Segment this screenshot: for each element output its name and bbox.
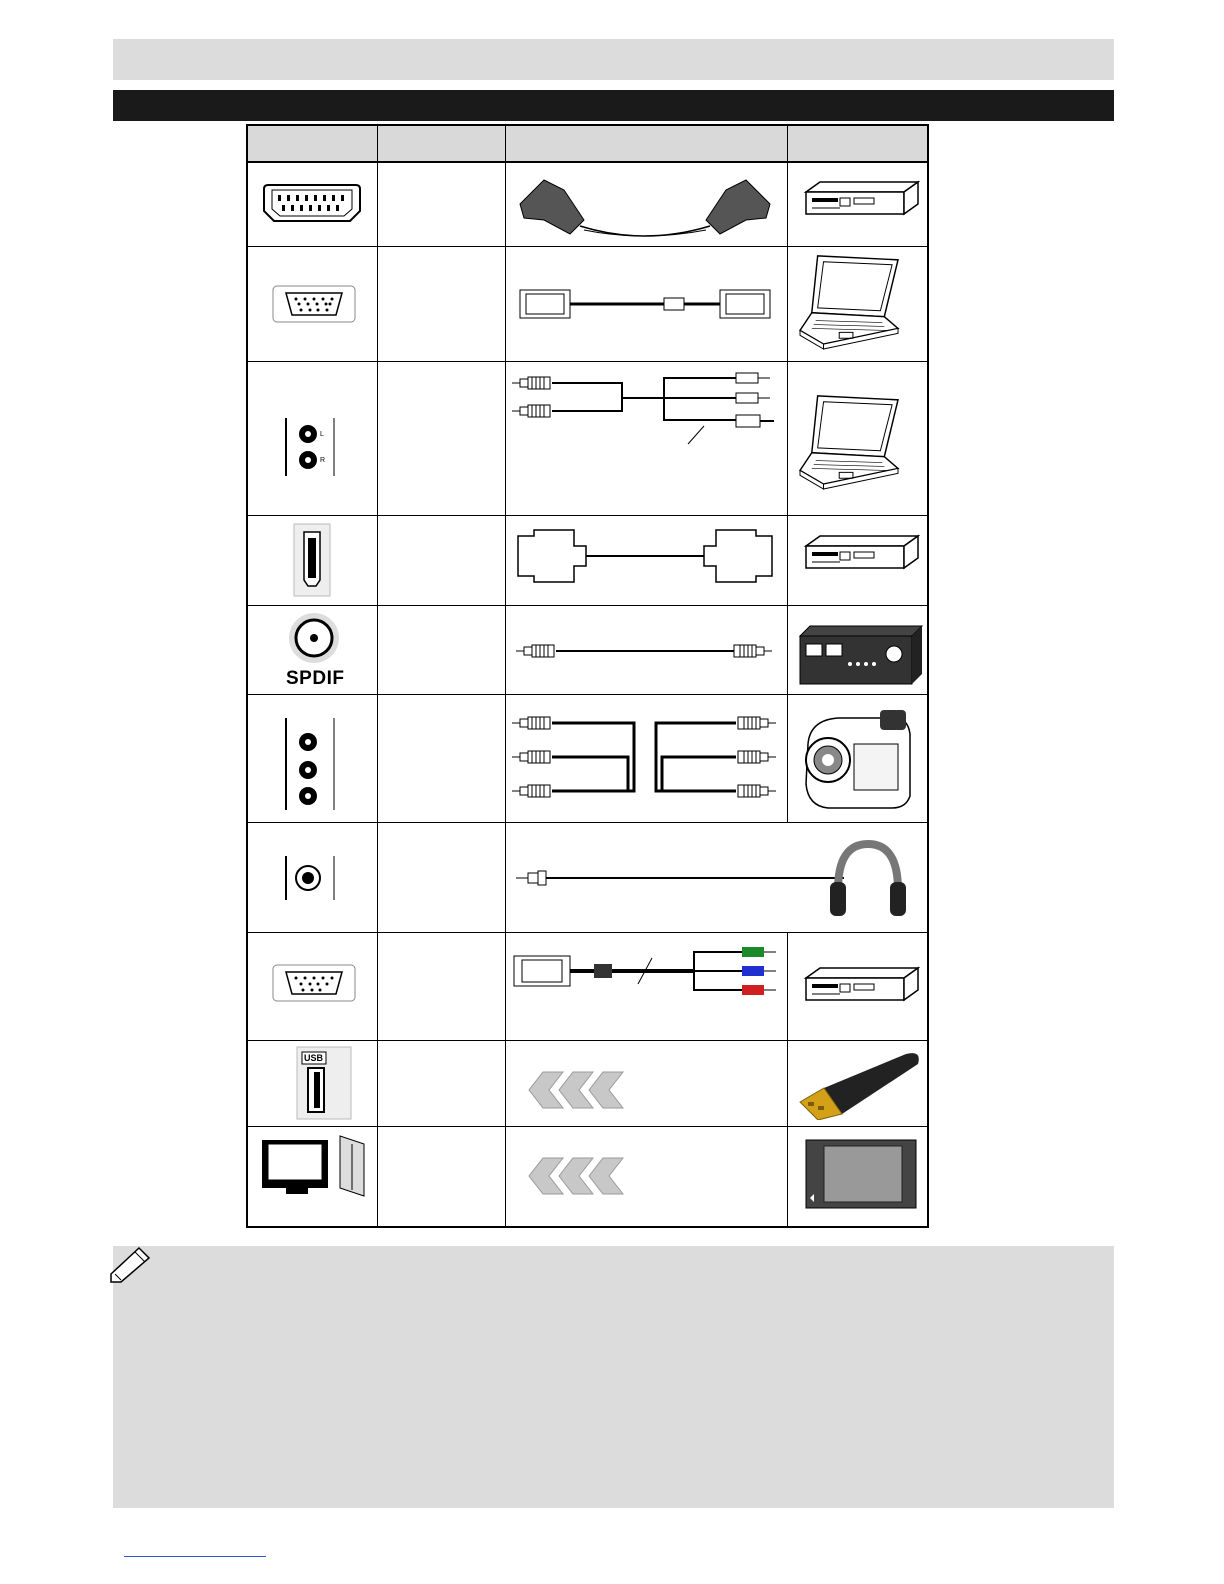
rca-to-minijack-cable-icon (510, 370, 780, 450)
dvd-recorder-icon (800, 180, 920, 220)
table-header-row (248, 126, 927, 163)
dvd-recorder-icon (800, 534, 920, 574)
insert-arrows-icon (514, 1070, 634, 1110)
svg-text:R: R (320, 457, 326, 464)
note-box (113, 1246, 1114, 1508)
scart-cable-icon (514, 170, 776, 240)
vga-to-component-cable-icon (510, 940, 780, 1002)
laptop-icon (796, 392, 904, 490)
headphone-cable-icon (514, 866, 844, 890)
vga-socket-icon (272, 285, 356, 323)
column-divider (787, 126, 788, 822)
spdif-port-label: SPDIF (286, 668, 345, 689)
av-rca-cable-icon (510, 712, 780, 810)
ci-slot-icon (260, 1134, 370, 1198)
dvd-recorder-icon (800, 966, 920, 1006)
usb-stick-icon (794, 1048, 924, 1120)
ypbpr-vga-socket-icon (272, 964, 356, 1002)
hdmi-cable-icon (514, 526, 776, 586)
spdif-socket-icon (288, 612, 340, 664)
av-side-socket-icon (284, 716, 342, 812)
footer-link-underline[interactable] (124, 1556, 266, 1557)
svg-text:USB: USB (304, 1053, 324, 1063)
hdmi-socket-icon (292, 522, 332, 598)
column-divider (787, 932, 788, 1226)
coaxial-rca-cable-icon (514, 636, 776, 666)
pc-audio-socket-icon (284, 416, 342, 478)
headphones-icon (826, 838, 910, 922)
headphone-socket-icon (284, 852, 342, 904)
svg-text:L: L (320, 431, 324, 438)
laptop-icon (796, 252, 904, 350)
connection-table (246, 124, 929, 1228)
usb-socket-icon (296, 1046, 352, 1120)
scart-socket-icon (262, 181, 362, 225)
page-header-band (113, 39, 1114, 80)
section-title-bar (113, 90, 1114, 121)
cam-module-icon (804, 1138, 918, 1210)
insert-arrows-icon (514, 1156, 634, 1196)
vga-cable-icon (514, 286, 776, 322)
column-divider (377, 126, 378, 1226)
column-divider (505, 126, 506, 1226)
audio-amplifier-icon (796, 624, 924, 686)
camcorder-icon (798, 704, 914, 810)
pencil-note-icon (109, 1244, 153, 1284)
